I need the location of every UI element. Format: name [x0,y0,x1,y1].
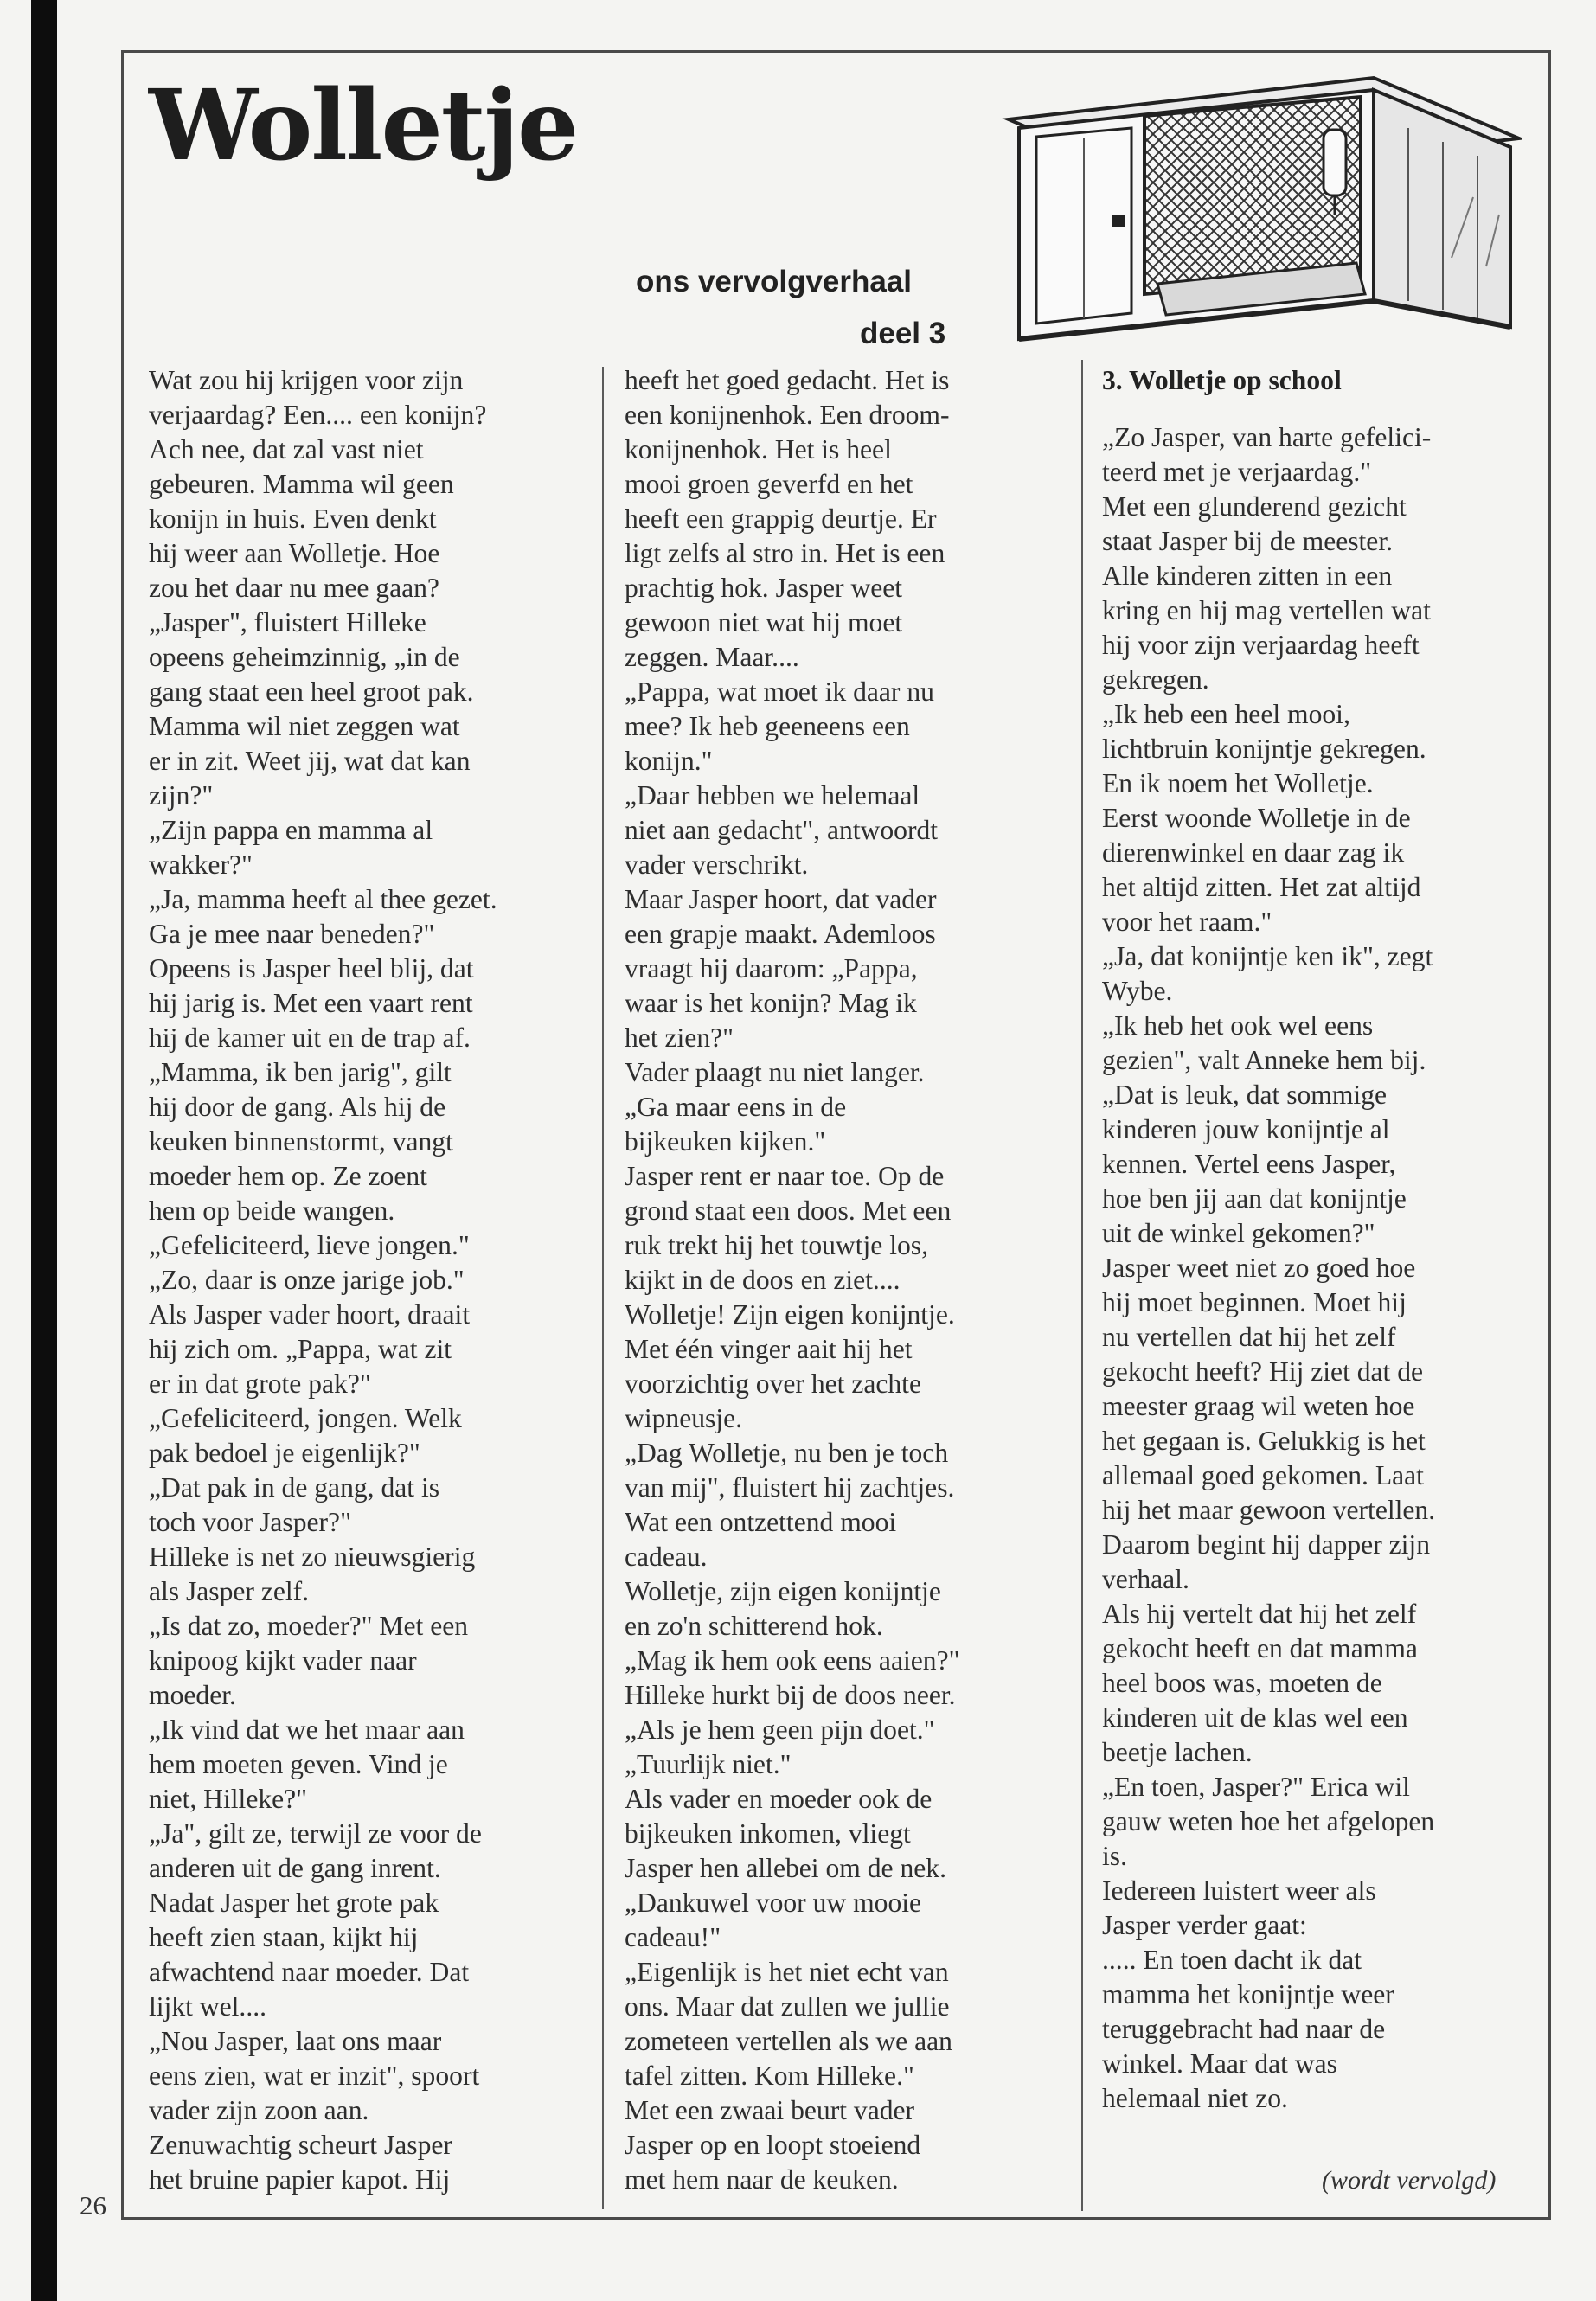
text-line: „Ik heb een heel mooi, [1102,699,1350,729]
text-line: Als Jasper vader hoort, draait [149,1299,471,1330]
series-subtitle: ons vervolgverhaal [636,265,913,298]
text-line: wipneusje. [625,1403,743,1433]
text-line: vraagt hij daarom: „Pappa, [625,953,918,984]
text-line: gang staat een heel groot pak. [149,676,474,707]
text-line: ruk trekt hij het touwtje los, [625,1230,928,1260]
text-line: teruggebracht had naar de [1102,2014,1386,2044]
text-line: kinderen jouw konijntje al [1102,1114,1390,1144]
text-line: „Dat is leuk, dat sommige [1102,1080,1388,1110]
text-line: meester graag wil weten hoe [1102,1391,1415,1421]
text-line: Vader plaagt nu niet langer. [625,1057,925,1087]
text-line: afwachtend naar moeder. Dat [149,1957,470,1987]
text-line: Jasper weet niet zo goed hoe [1102,1253,1416,1283]
text-line: verhaal. [1102,1564,1189,1594]
text-line: niet aan gedacht", antwoordt [625,815,939,845]
text-line: van mij", fluistert hij zachtjes. [625,1472,955,1503]
text-line: heel boos was, moeten de [1102,1668,1382,1698]
text-line: „Ja, dat konijntje ken ik", zegt [1102,941,1433,971]
text-line: Wat zou hij krijgen voor zijn [149,365,464,395]
text-line: „Ja, mamma heeft al thee gezet. [149,884,497,914]
text-line: moeder hem op. Ze zoent [149,1161,427,1191]
text-line: Wolletje! Zijn eigen konijntje. [625,1299,955,1330]
text-line: prachtig hok. Jasper weet [625,573,903,603]
text-line: Jasper hen allebei om de nek. [625,1853,946,1883]
text-line: Zenuwachtig scheurt Jasper [149,2130,452,2160]
text-line: Maar Jasper hoort, dat vader [625,884,937,914]
rabbit-hutch-illustration [1002,67,1522,353]
text-line: „Pappa, wat moet ik daar nu [625,676,934,707]
text-line: gebeuren. Mamma wil geen [149,469,454,499]
text-line: „Daar hebben we helemaal [625,780,920,811]
text-line: Met één vinger aait hij het [625,1334,913,1364]
text-line: hem moeten geven. Vind je [149,1749,448,1779]
text-line: voorzichtig over het zachte [625,1368,921,1399]
text-line: Jasper rent er naar toe. Op de [625,1161,945,1191]
text-line: Daarom begint hij dapper zijn [1102,1529,1431,1560]
text-line: „Dag Wolletje, nu ben je toch [625,1438,949,1468]
text-line: „Ga maar eens in de [625,1092,847,1122]
page-number: 26 [80,2190,106,2221]
text-line: hij weer aan Wolletje. Hoe [149,538,440,568]
chapter-title: 3. Wolletje op school [1102,365,1342,395]
text-line: het bruine papier kapot. Hij [149,2164,451,2195]
text-line: Met een glunderend gezicht [1102,491,1407,522]
story-title: Wolletje [149,69,578,183]
text-line: „Jasper", fluistert Hilleke [149,607,426,638]
text-line: opeens geheimzinnig, „in de [149,642,460,672]
text-line: anderen uit de gang inrent. [149,1853,441,1883]
text-line: het zien?" [625,1022,734,1053]
text-line: konijn in huis. Even denkt [149,503,437,534]
text-line: hij het maar gewoon vertellen. [1102,1495,1436,1525]
text-line: kring en hij mag vertellen wat [1102,595,1431,625]
text-line: toch voor Jasper?" [149,1507,351,1537]
text-line: beetje lachen. [1102,1737,1253,1767]
text-line: wakker?" [149,849,253,880]
text-line: Jasper op en loopt stoeiend [625,2130,921,2160]
text-line: knipoog kijkt vader naar [149,1645,417,1676]
text-line: „Zo Jasper, van harte gefelici- [1102,422,1432,452]
text-line: gewoon niet wat hij moet [625,607,903,638]
text-line: Hilleke hurkt bij de doos neer. [625,1680,956,1710]
text-line: gezien", valt Anneke hem bij. [1102,1045,1426,1075]
binding-edge [31,0,57,2301]
text-line: hij jarig is. Met een vaart rent [149,988,473,1018]
text-line: pak bedoel je eigenlijk?" [149,1438,420,1468]
text-line: er in dat grote pak?" [149,1368,371,1399]
text-line: het gegaan is. Gelukkig is het [1102,1426,1426,1456]
text-line: Wybe. [1102,976,1173,1006]
text-line: „Eigenlijk is het niet echt van [625,1957,949,1987]
text-line: zijn?" [149,780,214,811]
text-line: verjaardag? Een.... een konijn? [149,400,487,430]
text-line: „Gefeliciteerd, jongen. Welk [149,1403,462,1433]
text-line: hij moet beginnen. Moet hij [1102,1287,1407,1317]
text-line: Ga je mee naar beneden?" [149,919,435,949]
text-line: Nadat Jasper het grote pak [149,1888,439,1918]
text-line: winkel. Maar dat was [1102,2048,1337,2079]
text-line: teerd met je verjaardag." [1102,457,1372,487]
text-line: „Dat pak in de gang, dat is [149,1472,440,1503]
text-line: een konijnenhok. Een droom- [625,400,950,430]
text-line: lijkt wel.... [149,1991,267,2022]
text-line: Jasper verder gaat: [1102,1910,1307,1940]
text-line: „Mamma, ik ben jarig", gilt [149,1057,452,1087]
text-line: „Ik heb het ook wel eens [1102,1010,1374,1041]
text-line: zometeen vertellen als we aan [625,2026,952,2056]
text-line: Opeens is Jasper heel blij, dat [149,953,474,984]
text-line: hij door de gang. Als hij de [149,1092,446,1122]
text-line: moeder. [149,1680,236,1710]
text-line: Eerst woonde Wolletje in de [1102,803,1411,833]
text-line: kijkt in de doos en ziet.... [625,1265,901,1295]
text-line: „Tuurlijk niet." [625,1749,792,1779]
text-line: „Zijn pappa en mamma al [149,815,433,845]
text-line: er in zit. Weet jij, wat dat kan [149,746,471,776]
text-line: Wolletje, zijn eigen konijntje [625,1576,941,1606]
text-line: Met een zwaai beurt vader [625,2095,915,2125]
text-line: „Nou Jasper, laat ons maar [149,2026,442,2056]
text-line: dierenwinkel en daar zag ik [1102,837,1405,868]
text-line: Ach nee, dat zal vast niet [149,434,424,465]
text-line: „Als je hem geen pijn doet." [625,1715,935,1745]
text-line: grond staat een doos. Met een [625,1195,952,1226]
text-line: het altijd zitten. Het zat altijd [1102,872,1421,902]
text-line: niet, Hilleke?" [149,1784,308,1814]
text-line: bijkeuken inkomen, vliegt [625,1818,911,1849]
text-column-3 [1102,363,1533,2116]
text-line: heeft een grappig deurtje. Er [625,503,937,534]
text-line: „Mag ik hem ook eens aaien?" [625,1645,960,1676]
text-line: heeft zien staan, kijkt hij [149,1922,419,1952]
text-line: hij de kamer uit en de trap af. [149,1022,471,1053]
text-line: vader zijn zoon aan. [149,2095,369,2125]
text-line: een grapje maakt. Ademloos [625,919,936,949]
text-column-2 [625,363,1055,2197]
text-line: zeggen. Maar.... [625,642,799,672]
text-line: En ik noem het Wolletje. [1102,768,1374,798]
text-line: keuken binnenstormt, vangt [149,1126,453,1157]
text-line: „Is dat zo, moeder?" Met een [149,1611,469,1641]
text-line: gekocht heeft? Hij ziet dat de [1102,1356,1424,1387]
text-line: ons. Maar dat zullen we jullie [625,1991,950,2022]
text-line: waar is het konijn? Mag ik [625,988,917,1018]
column-divider-2 [1081,360,1083,2211]
text-line: nu vertellen dat hij het zelf [1102,1322,1396,1352]
text-line: konijnenhok. Het is heel [625,434,892,465]
text-line: ..... En toen dacht ik dat [1102,1945,1362,1975]
text-line: staat Jasper bij de meester. [1102,526,1394,556]
text-line: eens zien, wat er inzit", spoort [149,2061,480,2091]
text-line: mooi groen geverfd en het [625,469,913,499]
text-line: konijn." [625,746,713,776]
column-divider-1 [602,367,604,2209]
text-line: Als hij vertelt dat hij het zelf [1102,1599,1417,1629]
text-line: Als vader en moeder ook de [625,1784,933,1814]
text-line: ligt zelfs al stro in. Het is een [625,538,945,568]
text-line: hij voor zijn verjaardag heeft [1102,630,1420,660]
text-line: hoe ben jij aan dat konijntje [1102,1183,1407,1214]
text-line: met hem naar de keuken. [625,2164,899,2195]
text-line: „Dankuwel voor uw mooie [625,1888,922,1918]
text-line: „En toen, Jasper?" Erica wil [1102,1772,1410,1802]
text-line: en zo'n schitterend hok. [625,1611,883,1641]
text-line: cadeau. [625,1541,708,1572]
text-column-1 [149,363,580,2197]
text-line: „Ja", gilt ze, terwijl ze voor de [149,1818,482,1849]
text-line: is. [1102,1841,1127,1871]
text-line: voor het raam." [1102,907,1272,937]
text-line: gauw weten hoe het afgelopen [1102,1806,1435,1836]
text-line: zou het daar nu mee gaan? [149,573,439,603]
text-line: Iedereen luistert weer als [1102,1875,1376,1906]
text-line: Hilleke is net zo nieuwsgierig [149,1541,476,1572]
text-line: kinderen uit de klas wel een [1102,1702,1408,1733]
text-line: Wat een ontzettend mooi [625,1507,897,1537]
text-line: uit de winkel gekomen?" [1102,1218,1375,1248]
text-line: Alle kinderen zitten in een [1102,561,1393,591]
text-line: kennen. Vertel eens Jasper, [1102,1149,1396,1179]
text-line: hem op beide wangen. [149,1195,395,1226]
text-line: gekocht heeft en dat mamma [1102,1633,1418,1663]
text-line: „Zo, daar is onze jarige job." [149,1265,465,1295]
text-line: lichtbruin konijntje gekregen. [1102,734,1426,764]
part-label: deel 3 [860,317,946,350]
text-line: helemaal niet zo. [1102,2083,1288,2113]
text-line: vader verschrikt. [625,849,809,880]
text-line: tafel zitten. Kom Hilleke." [625,2061,914,2091]
text-line: hij zich om. „Pappa, wat zit [149,1334,452,1364]
text-line: bijkeuken kijken." [625,1126,826,1157]
text-line: als Jasper zelf. [149,1576,310,1606]
text-line: „Ik vind dat we het maar aan [149,1715,465,1745]
text-line: Mamma wil niet zeggen wat [149,711,460,741]
text-line: „Gefeliciteerd, lieve jongen." [149,1230,470,1260]
text-line: heeft het goed gedacht. Het is [625,365,950,395]
text-line: gekregen. [1102,664,1209,695]
continued-note: (wordt vervolgd) [1322,2166,1497,2195]
text-line: allemaal goed gekomen. Laat [1102,1460,1424,1490]
text-line: mamma het konijntje weer [1102,1979,1394,2009]
text-line: cadeau!" [625,1922,721,1952]
text-line: mee? Ik heb geeneens een [625,711,910,741]
